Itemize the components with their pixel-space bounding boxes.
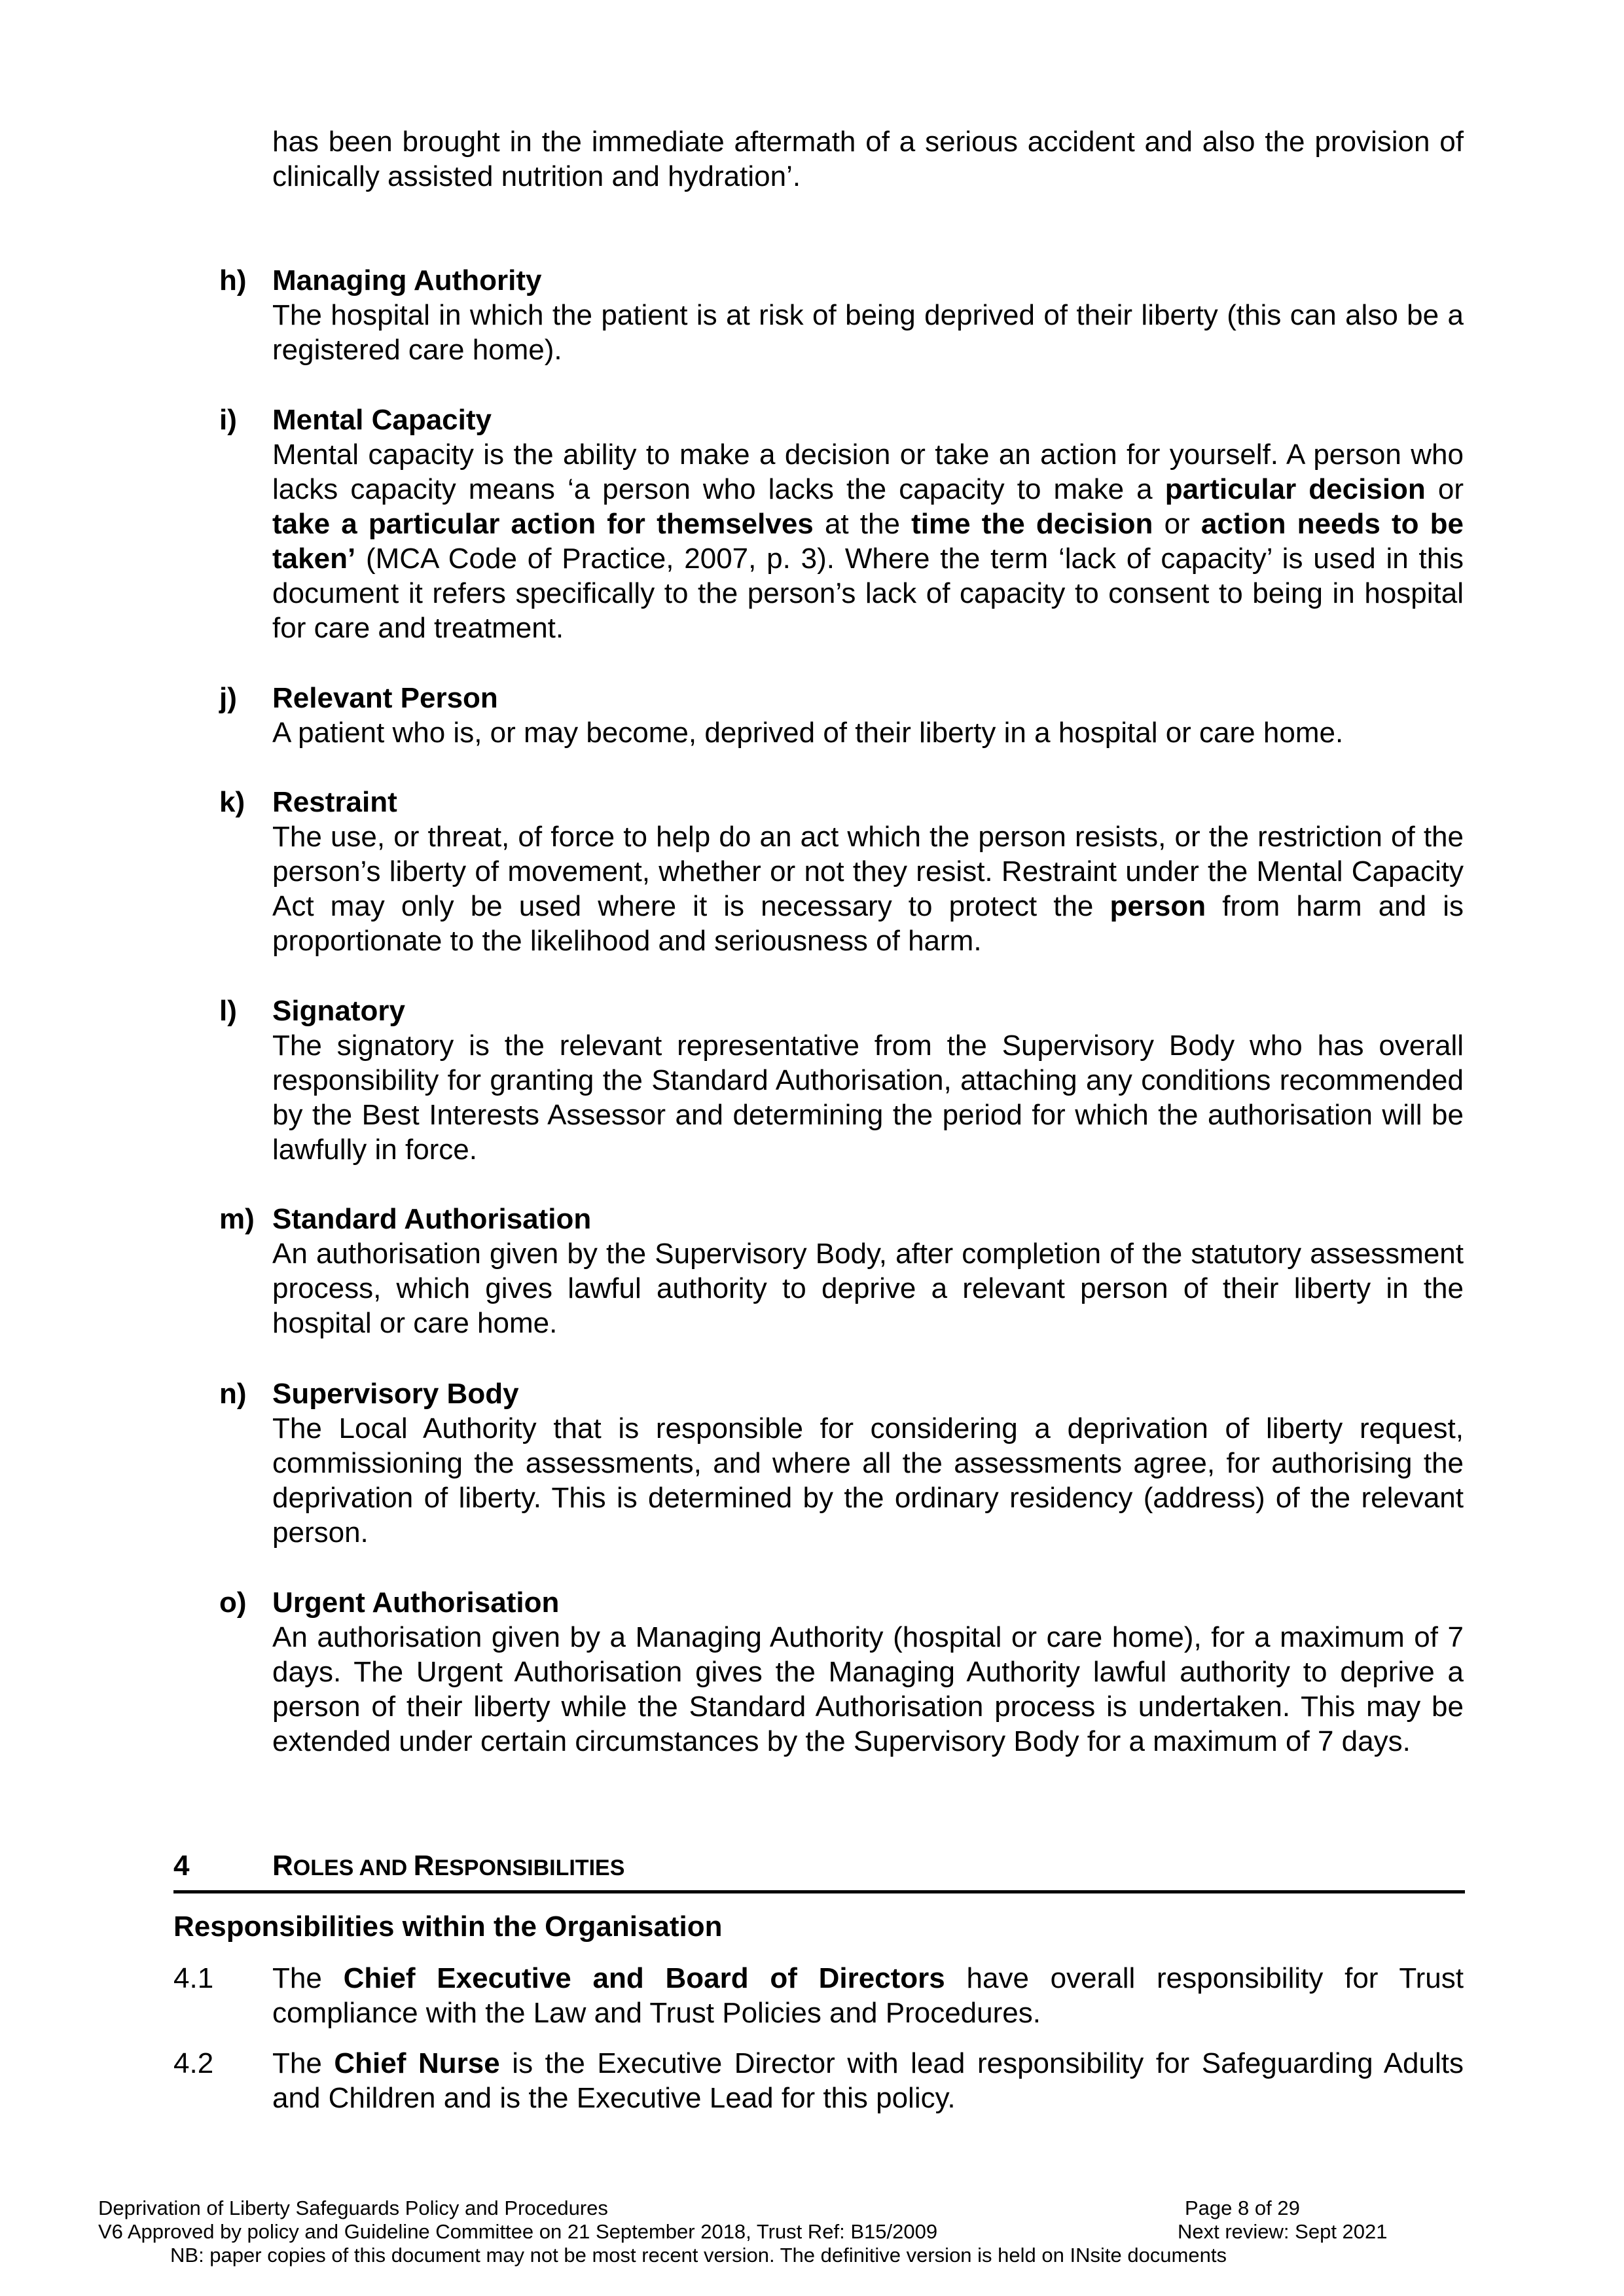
section-title: ROLES AND RESPONSIBILITIES [272,1850,625,1882]
definition-letter: o) [219,1587,247,1619]
definition-term: Managing Authority [272,264,542,296]
definition-letter: l) [219,995,237,1027]
section-heading [173,1844,1465,1893]
definition-letter: i) [219,404,237,436]
footer-note: NB: paper copies of this document may not be most recent version. The definitive version is held on INsite documents [170,2244,1227,2267]
continuation-paragraph: has been brought in the immediate aftermath of a serious accident and also the provision of clinically assisted nutrition and hydration’. [272,126,1464,192]
definition-term: Supervisory Body [272,1378,519,1410]
definition-term: Mental Capacity [272,404,492,436]
definition-letter: m) [219,1203,255,1235]
footer-next-review: Next review: Sept 2021 [1178,2220,1388,2243]
footer-doc-title: Deprivation of Liberty Safeguards Policy and Procedures [98,2197,608,2219]
definition-text: The hospital in which the patient is at risk of being deprived of their liberty (this can also be a registered care home). [272,299,1464,366]
item-number: 4.2 [173,2047,214,2079]
definition-text: The signatory is the relevant representative from the Supervisory Body who has overall responsibility for granting the Standard Authorisation, attaching any conditions recommended by the Best Interests Assessor and determining the period for which the authorisation will be lawfully in force. [272,1030,1464,1166]
definition-letter: h) [219,264,247,296]
definition-term: Signatory [272,995,405,1027]
footer-page-number: Page 8 of 29 [1185,2197,1300,2219]
definition-letter: k) [219,786,245,818]
footer-approval: V6 Approved by policy and Guideline Committee on 21 September 2018, Trust Ref: B15/2009 [98,2220,938,2243]
item-number: 4.1 [173,1962,214,1994]
definition-text: Mental capacity is the ability to make a decision or take an action for yourself. A person who lacks capacity means ‘a person who lacks the capacity to make a particular decision or take a particular action for themselves at the time the decision or action needs to be taken’ (MCA Code of Practice, 2007, p. 3). Where the term ‘lack of capacity’ is used in this document it refers specifically to the person’s lack of capacity to consent to being in hospital for care and treatment. [272,439,1464,644]
item-text: The Chief Executive and Board of Directors have overall responsibility for Trust compliance with the Law and Trust Policies and Procedures. [272,1962,1464,2029]
definition-text: A patient who is, or may become, deprived of their liberty in a hospital or care home. [272,717,1344,749]
definition-term: Relevant Person [272,682,498,714]
definition-term: Restraint [272,786,397,818]
definition-text: The use, or threat, of force to help do an act which the person resists, or the restriction of the person’s liberty of movement, whether or not they resist. Restraint under the Mental Capacity Act may only be used where it is necessary to protect the person from harm and is proportionate to the likelihood and seriousness of harm. [272,821,1464,957]
definition-term: Standard Authorisation [272,1203,592,1235]
definition-letter: j) [219,682,237,714]
subheading: Responsibilities within the Organisation [173,1910,723,1943]
definition-text: The Local Authority that is responsible for considering a deprivation of liberty request, commissioning the assessments, and where all the assessments agree, for authorising the deprivation of liberty. This is determined by the ordinary residency (address) of the relevant person. [272,1412,1464,1549]
definition-text: An authorisation given by a Managing Authority (hospital or care home), for a maximum of 7 days. The Urgent Authorisation gives the Managing Authority lawful authority to deprive a person of their liberty while the Standard Authorisation process is undertaken. This may be extended under certain circumstances by the Supervisory Body for a maximum of 7 days. [272,1621,1464,1757]
definition-term: Urgent Authorisation [272,1587,560,1619]
definition-text: An authorisation given by the Supervisory Body, after completion of the statutory assessment process, which gives lawful authority to deprive a relevant person of their liberty in the hospital or care home. [272,1238,1464,1339]
item-text: The Chief Nurse is the Executive Director with lead responsibility for Safeguarding Adults and Children and is the Executive Lead for this policy. [272,2047,1464,2114]
section-number: 4 [173,1850,190,1882]
definition-letter: n) [219,1378,247,1410]
